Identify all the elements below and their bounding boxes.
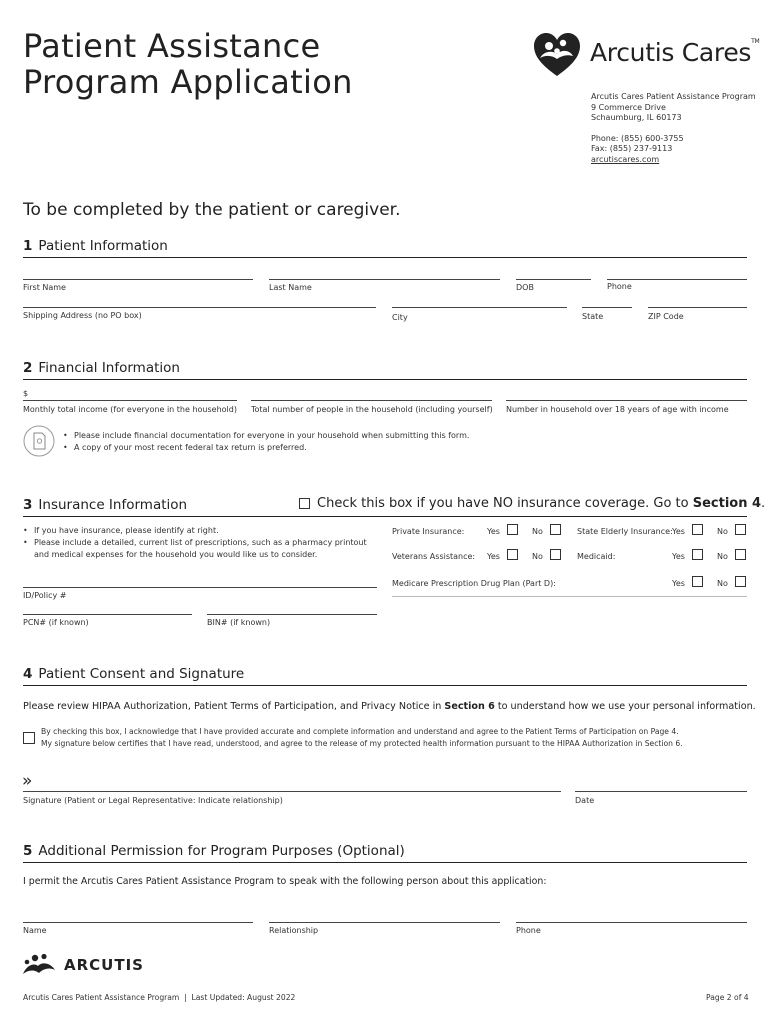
state-elderly-no-label: No <box>717 527 728 536</box>
private-yes-checkbox[interactable] <box>507 524 518 535</box>
phone-label: Phone <box>607 282 632 291</box>
state-label: State <box>582 312 604 321</box>
arcutis-cares-heart-logo-icon <box>533 32 581 78</box>
veterans-no-checkbox[interactable] <box>550 549 561 560</box>
dob-label: DOB <box>516 283 534 292</box>
state-elderly-yes-label: Yes <box>672 527 685 536</box>
medicaid-no-label: No <box>717 552 728 561</box>
insurance-note-2: • Please include a detailed, current list of prescriptions, such as a pharmacy printout and medical expenses for the household you would like us to consider. <box>23 537 373 561</box>
private-insurance-label: Private Insurance: <box>392 527 465 536</box>
phone-field[interactable] <box>607 279 747 280</box>
veterans-yes-checkbox[interactable] <box>507 549 518 560</box>
footer-left-text: Arcutis Cares Patient Assistance Program | Last Updated: August 2022 <box>23 993 296 1002</box>
brand-name: Arcutis Cares™ <box>590 38 760 67</box>
first-name-field[interactable] <box>23 279 253 280</box>
footer-brand: ARCUTIS <box>64 956 144 974</box>
shipping-address-field[interactable] <box>23 307 376 308</box>
veterans-no-label: No <box>532 552 543 561</box>
review-notice: Please review HIPAA Authorization, Patient Terms of Participation, and Privacy Notice in Section 6 to understand how we use your personal information. <box>23 701 756 712</box>
dob-field[interactable] <box>516 279 591 280</box>
address-line-2: 9 Commerce Drive <box>591 102 666 112</box>
medicare-yes-checkbox[interactable] <box>692 576 703 587</box>
zip-field[interactable] <box>648 307 747 308</box>
signature-field[interactable] <box>23 791 561 792</box>
household-people-field[interactable] <box>251 400 492 401</box>
household-over18-label: Number in household over 18 years of age with income <box>506 405 729 414</box>
consent-checkbox[interactable] <box>23 732 35 744</box>
address-fax: Fax: (855) 237-9113 <box>591 144 673 153</box>
date-label: Date <box>575 796 595 805</box>
insurance-note-1: • If you have insurance, please identify at right. <box>23 525 373 537</box>
title-line-1: Patient Assistance <box>23 27 321 65</box>
page-title <box>23 28 353 100</box>
lead-instruction: To be completed by the patient or caregiver. <box>23 200 401 220</box>
contact-name-label: Name <box>23 926 47 935</box>
monthly-income-field[interactable] <box>23 400 237 401</box>
address-phone: Phone: (855) 600-3755 <box>591 133 684 143</box>
consent-line-2: My signature below certifies that I have read, understood, and agree to the release of my protected health information pursuant to the HIPAA Authorization in Section 6. <box>41 739 683 748</box>
section-2-rule <box>23 379 747 380</box>
website-link[interactable]: arcutiscares.com <box>591 154 660 164</box>
dollar-sign: $ <box>23 389 29 398</box>
medicaid-yes-label: Yes <box>672 552 685 561</box>
address-line-3: Schaumburg, IL 60173 <box>591 113 682 122</box>
medicare-no-checkbox[interactable] <box>735 576 746 587</box>
monthly-income-label: Monthly total income (for everyone in the household) <box>23 405 237 414</box>
id-policy-field[interactable] <box>23 587 377 588</box>
relationship-label: Relationship <box>269 926 319 935</box>
no-insurance-checkbox[interactable] <box>299 498 310 509</box>
medicare-yes-label: Yes <box>672 579 685 588</box>
section-1-rule <box>23 257 747 258</box>
pcn-field[interactable] <box>23 614 192 615</box>
contact-phone-label: Phone <box>516 926 541 935</box>
contact-name-field[interactable] <box>23 922 253 923</box>
section-3-heading: 3 Insurance Information <box>23 497 188 513</box>
signature-mark: » <box>22 771 33 791</box>
medicare-no-label: No <box>717 579 728 588</box>
medicaid-label: Medicaid: <box>577 552 616 561</box>
veterans-label: Veterans Assistance: <box>392 552 476 561</box>
section-2-heading: 2 Financial Information <box>23 360 180 376</box>
section-5-heading: 5 Additional Permission for Program Purposes (Optional) <box>23 843 405 859</box>
pcn-label: PCN# (if known) <box>23 618 89 627</box>
section-5-rule <box>23 862 747 863</box>
last-name-label: Last Name <box>269 283 312 292</box>
state-field[interactable] <box>582 307 632 308</box>
section-4-rule <box>23 685 747 686</box>
household-people-label: Total number of people in the household (including yourself) <box>251 405 493 414</box>
financial-note-1: • Please include financial documentation for everyone in your household when submitting this form. <box>63 430 523 442</box>
document-icon <box>23 425 55 457</box>
contact-phone-field[interactable] <box>516 922 747 923</box>
signature-label: Signature (Patient or Legal Representative: Indicate relationship) <box>23 796 283 805</box>
insurance-notes <box>23 525 373 561</box>
state-elderly-no-checkbox[interactable] <box>735 524 746 535</box>
program-address <box>591 92 756 165</box>
section-3-rule <box>23 516 747 517</box>
household-over18-field[interactable] <box>506 400 747 401</box>
arcutis-footer-logo-icon <box>23 953 63 977</box>
shipping-address-label: Shipping Address (no PO box) <box>23 311 142 320</box>
page-number: Page 2 of 4 <box>706 993 749 1002</box>
private-no-label: No <box>532 527 543 536</box>
medicaid-no-checkbox[interactable] <box>735 549 746 560</box>
financial-notes <box>63 430 523 454</box>
private-no-checkbox[interactable] <box>550 524 561 535</box>
private-yes-label: Yes <box>487 527 500 536</box>
date-field[interactable] <box>575 791 747 792</box>
permission-text: I permit the Arcutis Cares Patient Assistance Program to speak with the following person about this application: <box>23 876 547 887</box>
state-elderly-label: State Elderly Insurance: <box>577 527 673 536</box>
section-1-heading: 1 Patient Information <box>23 238 168 254</box>
last-name-field[interactable] <box>269 279 500 280</box>
no-insurance-text: Check this box if you have NO insurance coverage. Go to Section 4. <box>317 496 766 511</box>
address-line-1: Arcutis Cares Patient Assistance Program <box>591 92 756 101</box>
section-4-heading: 4 Patient Consent and Signature <box>23 666 245 682</box>
relationship-field[interactable] <box>269 922 500 923</box>
consent-line-1: By checking this box, I acknowledge that I have provided accurate and complete information and understand and agree to the Patient Terms of Participation on Page 4. <box>41 727 679 736</box>
id-policy-label: ID/Policy # <box>23 591 67 600</box>
veterans-yes-label: Yes <box>487 552 500 561</box>
medicare-label: Medicare Prescription Drug Plan (Part D): <box>392 579 556 588</box>
title-line-2: Program Application <box>23 63 353 101</box>
medicare-divider <box>392 596 747 597</box>
financial-note-2: • A copy of your most recent federal tax return is preferred. <box>63 442 523 454</box>
city-label: City <box>392 313 408 322</box>
consent-text <box>41 726 751 750</box>
first-name-label: First Name <box>23 283 66 292</box>
bin-label: BIN# (if known) <box>207 618 271 627</box>
state-elderly-yes-checkbox[interactable] <box>692 524 703 535</box>
bin-field[interactable] <box>207 614 377 615</box>
city-field[interactable] <box>392 307 567 308</box>
medicaid-yes-checkbox[interactable] <box>692 549 703 560</box>
zip-label: ZIP Code <box>648 312 684 321</box>
